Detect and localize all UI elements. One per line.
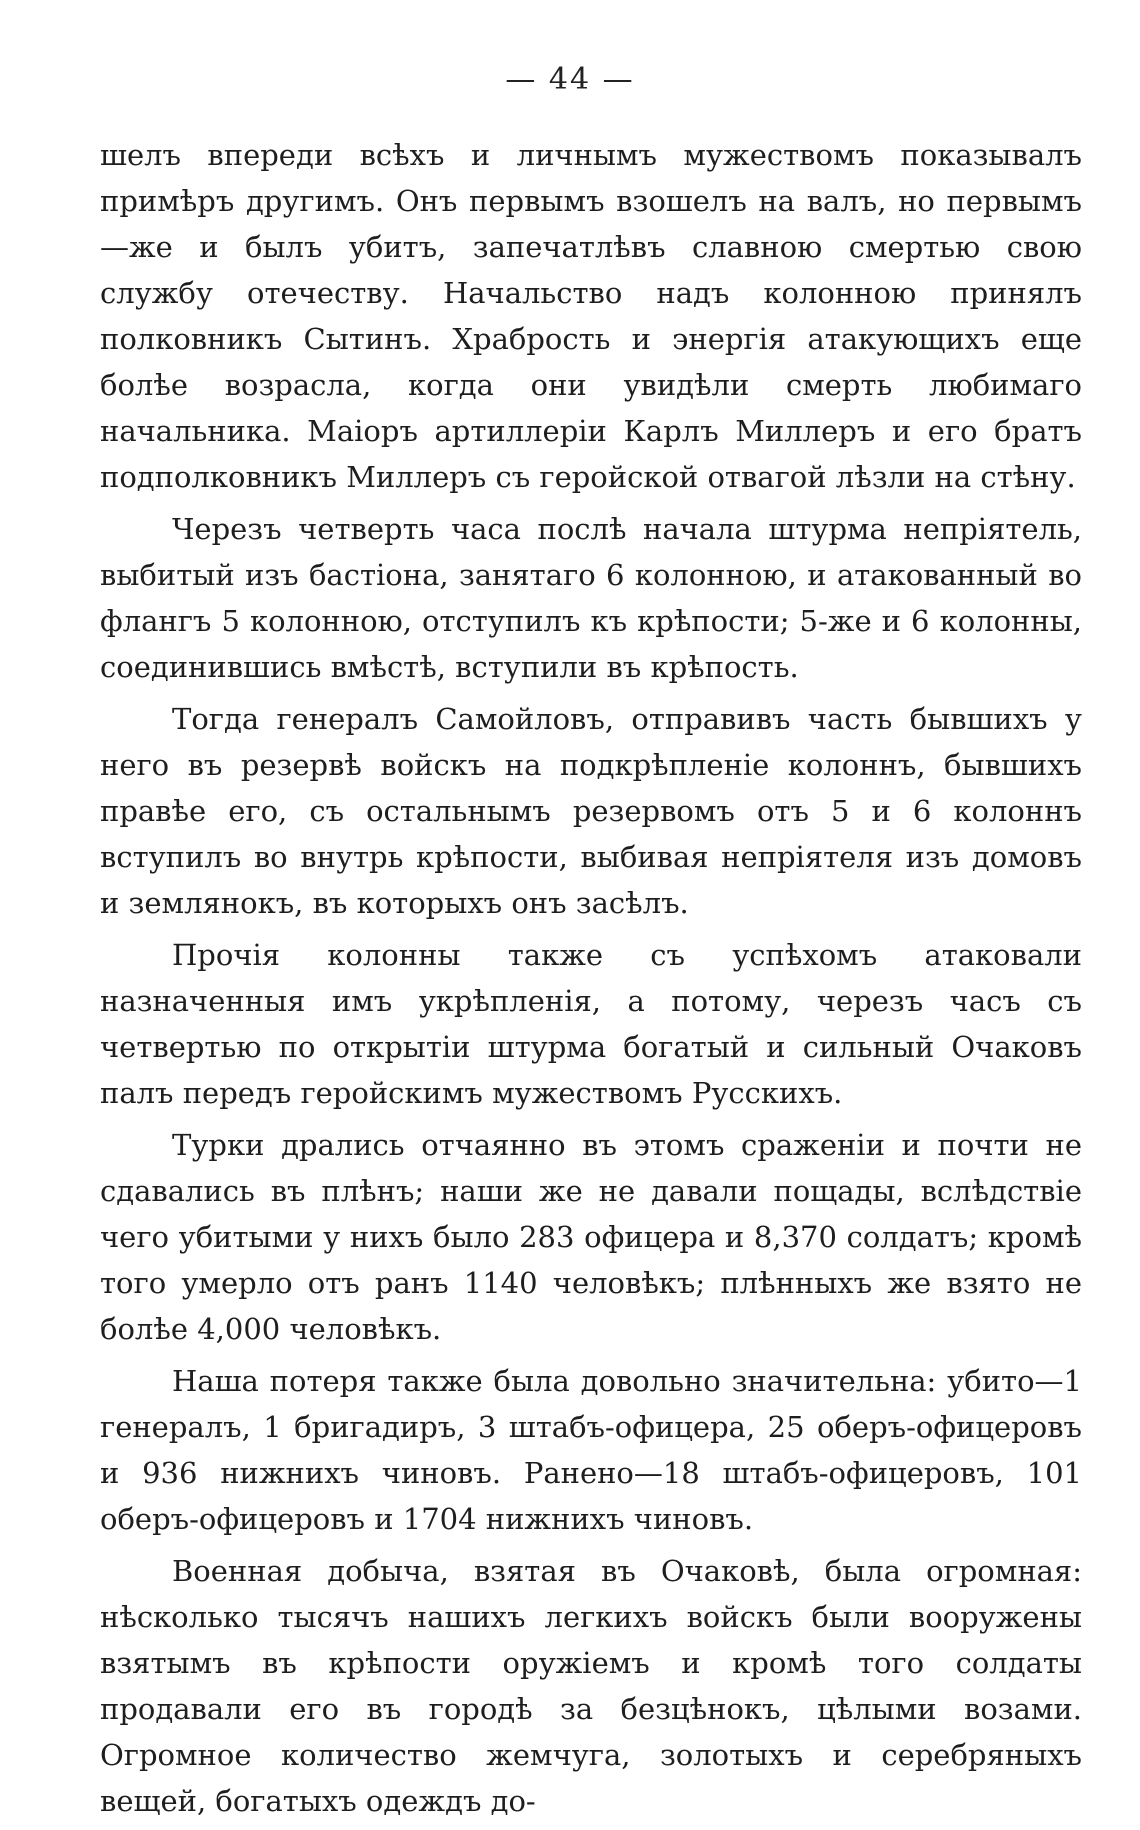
paragraph-1: шелъ впереди всѣхъ и личнымъ мужествомъ показывалъ примѣръ другимъ. Онъ первымъ взошелъ на валъ, но первымъ—же и былъ убитъ, запечатлѣвъ славною смертью свою службу отечеству. Начальство надъ колонною принялъ полковникъ Сытинъ. Храбрость и энергія атакующихъ еще болѣе возрасла, когда они увидѣли смерть любимаго начальника. Маіоръ артиллеріи Карлъ Миллеръ и его братъ подполковникъ Миллеръ съ геройской отвагой лѣзли на стѣну. (100, 138, 1082, 494)
paragraph-3: Тогда генералъ Самойловъ, отправивъ часть бывшихъ у него въ резервѣ войскъ на подкрѣпленіе колоннъ, бывшихъ правѣе его, съ остальнымъ резервомъ отъ 5 и 6 колоннъ вступилъ во внутрь крѣпости, выбивая непріятеля изъ домовъ и землянокъ, въ которыхъ онъ засѣлъ. (100, 702, 1082, 920)
paragraph-2: Черезъ четверть часа послѣ начала штурма непріятель, выбитый изъ бастіона, занятаго 6 колонною, и атакованный во флангъ 5 колонною, отступилъ къ крѣпости; 5-же и 6 колонны, соединившись вмѣстѣ, вступили въ крѣпость. (100, 512, 1082, 684)
body-text (100, 132, 1082, 1830)
paragraph-5: Турки дрались отчаянно въ этомъ сраженіи и почти не сдавались въ плѣнъ; наши же не давали пощады, вслѣдствіе чего убитыми у нихъ было 283 офицера и 8,370 солдатъ; кромѣ того умерло отъ ранъ 1140 человѣкъ; плѣнныхъ же взято не болѣе 4,000 человѣкъ. (100, 1128, 1082, 1346)
paragraph-7: Военная добыча, взятая въ Очаковѣ, была огромная: нѣсколько тысячъ нашихъ легкихъ войскъ были вооружены взятымъ въ крѣпости оружіемъ и кромѣ того солдаты продавали его въ городѣ за безцѣнокъ, цѣлыми возами. Огромное количество жемчуга, золотыхъ и серебряныхъ вещей, богатыхъ одеждъ до- (100, 1554, 1082, 1818)
paragraph-4: Прочія колонны также съ успѣхомъ атаковали назначенныя имъ укрѣпленія, а потому, черезъ часъ съ четвертью по открытіи штурма богатый и сильный Очаковъ палъ передъ геройскимъ мужествомъ Русскихъ. (100, 938, 1082, 1110)
page-number: — 44 — (505, 62, 635, 97)
paragraph-6: Наша потеря также была довольно значительна: убито—1 генералъ, 1 бригадиръ, 3 штабъ-офицера, 25 оберъ-офицеровъ и 936 нижнихъ чиновъ. Ранено—18 штабъ-офицеровъ, 101 оберъ-офицеровъ и 1704 нижнихъ чиновъ. (100, 1364, 1082, 1536)
